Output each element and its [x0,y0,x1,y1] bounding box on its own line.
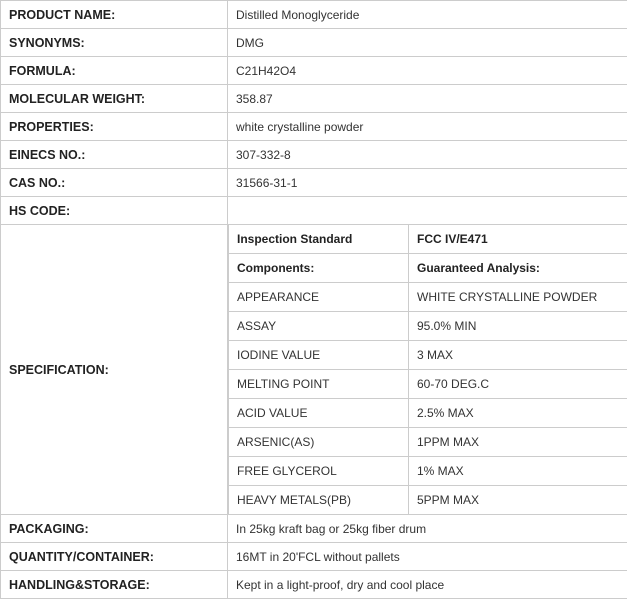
row-label: PRODUCT NAME: [1,1,228,29]
row-value: 31566-31-1 [228,169,627,197]
row-label: PROPERTIES: [1,113,228,141]
spec-component: ACID VALUE [229,399,409,428]
table-row [1,197,627,225]
spec-header-row [229,254,627,283]
spec-item-row [229,341,627,370]
spec-analysis: 2.5% MAX [409,399,627,428]
table-row [1,169,627,197]
spec-item-row [229,312,627,341]
row-label: SYNONYMS: [1,29,228,57]
spec-header-cell: Guaranteed Analysis: [409,254,627,283]
table-row [1,113,627,141]
row-label: HS CODE: [1,197,228,225]
spec-component: APPEARANCE [229,283,409,312]
spec-item-row [229,399,627,428]
row-label: PACKAGING: [1,515,228,543]
spec-component: MELTING POINT [229,370,409,399]
row-value: 16MT in 20'FCL without pallets [228,543,627,571]
table-row [1,1,627,29]
spec-header-cell: FCC IV/E471 [409,225,627,254]
spec-header-cell: Components: [229,254,409,283]
spec-component: FREE GLYCEROL [229,457,409,486]
spec-header-row [229,225,627,254]
spec-component: ARSENIC(AS) [229,428,409,457]
spec-analysis: 1PPM MAX [409,428,627,457]
spec-analysis: 1% MAX [409,457,627,486]
row-value: C21H42O4 [228,57,627,85]
specification-cell [228,225,627,515]
row-value: DMG [228,29,627,57]
table-row [1,571,627,599]
specification-row [1,225,627,515]
spec-component: IODINE VALUE [229,341,409,370]
spec-analysis: 95.0% MIN [409,312,627,341]
spec-component: HEAVY METALS(PB) [229,486,409,515]
row-value: Distilled Monoglyceride [228,1,627,29]
spec-item-row [229,457,627,486]
spec-header-cell: Inspection Standard [229,225,409,254]
row-label: HANDLING&STORAGE: [1,571,228,599]
row-value: 307-332-8 [228,141,627,169]
table-row [1,515,627,543]
spec-analysis: 3 MAX [409,341,627,370]
table-row [1,141,627,169]
spec-item-row [229,283,627,312]
row-value: white crystalline powder [228,113,627,141]
row-label: CAS NO.: [1,169,228,197]
row-label: EINECS NO.: [1,141,228,169]
spec-item-row [229,370,627,399]
row-value: In 25kg kraft bag or 25kg fiber drum [228,515,627,543]
specification-table [228,225,627,514]
table-row [1,29,627,57]
table-row [1,57,627,85]
spec-analysis: 60-70 DEG.C [409,370,627,399]
spec-item-row [229,428,627,457]
spec-item-row [229,486,627,515]
row-value [228,197,627,225]
row-label: QUANTITY/CONTAINER: [1,543,228,571]
table-row [1,85,627,113]
table-row [1,543,627,571]
row-value: 358.87 [228,85,627,113]
spec-analysis: WHITE CRYSTALLINE POWDER [409,283,627,312]
row-label: MOLECULAR WEIGHT: [1,85,228,113]
row-value: Kept in a light-proof, dry and cool place [228,571,627,599]
spec-analysis: 5PPM MAX [409,486,627,515]
row-label: FORMULA: [1,57,228,85]
specification-label: SPECIFICATION: [1,225,228,515]
spec-component: ASSAY [229,312,409,341]
